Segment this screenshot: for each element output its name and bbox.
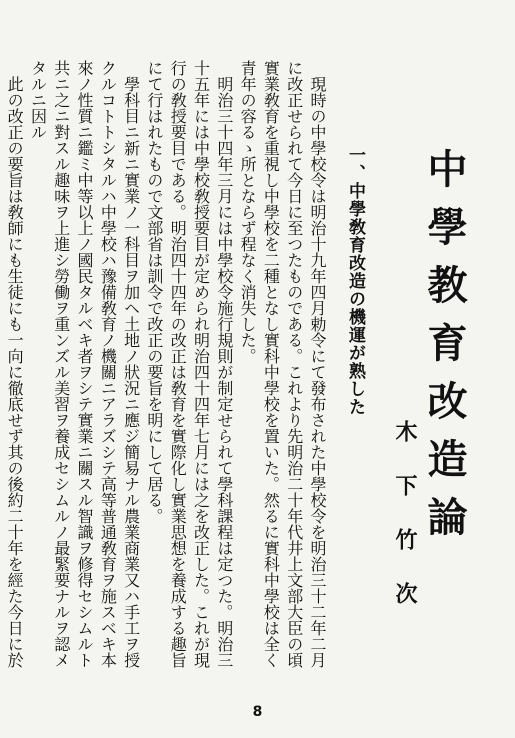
body-text: [4, 60, 329, 680]
paragraph: 此の改正の要旨は敎師にも生徒にも一向に徹底せず其の後約二十年を經た今日に於: [5, 76, 25, 668]
author-name: 木下竹次: [392, 420, 418, 636]
paragraph: 現時の中學校令は明治十九年四月勅令にて發布された中學校令を明治三十二年二月に改正せられて今日に至つたものである。これより先明治二十年代井上文部大臣の頃實業敎育を重視し中學校を二種となし實科中學校を置いた。然るに實科中學校は全く青年の容るゝ所とならず程なく消失した。: [238, 60, 327, 668]
paragraph: 學科目ニ新ニ實業ノ一科目ヲ加ヘ土地ノ狀況ニ應ジ簡易ナル農業商業又ハ手工ヲ授クルコトトシタルハ中學校ハ豫備敎育ノ機關ニアラズシテ高等普通敎育ヲ施スベキ本來ノ性質ニ鑑ミ中等以上ノ國民タルベキ者ヲシテ實業ニ關スル智識ヲ修得セシムルト共ニ之ニ對スル趣味ヲ上進シ勞働ヲ重ンズル美習ヲ養成セシムルノ最緊要ナルヲ認メタルニ因ル: [28, 60, 141, 668]
article-title: 中學教育改造論: [421, 148, 468, 554]
paragraph: 明治三十四年三月には中學校令施行規則が制定せられて學科課程は定つた。明治三十五年には中學校敎授要目が定められ明治四十四年七月には之を改正した。これが現行の敎授要目である。明治四十四年の改正は敎育を實際化し實業思想を養成する趣旨にて行はれたもので文部省は訓令で改正の要旨を明にして居る。: [144, 60, 234, 668]
page-number: 8: [252, 704, 263, 720]
section-heading: 一、中學敎育改造の機運が熟した: [345, 146, 365, 416]
